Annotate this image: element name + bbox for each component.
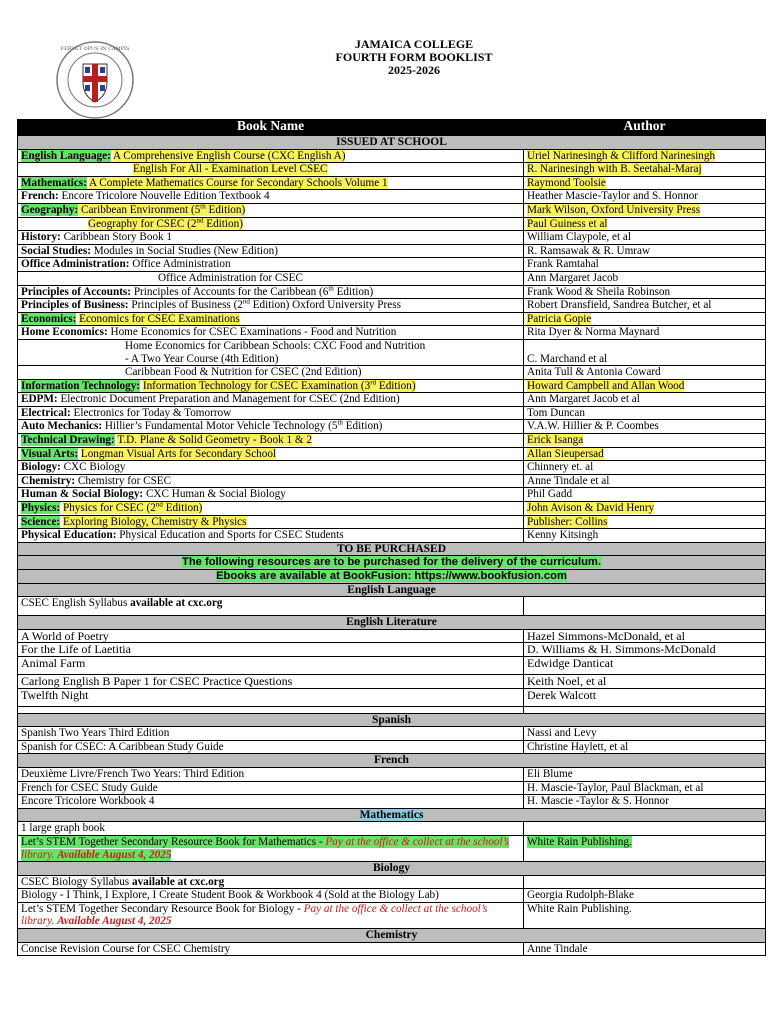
book-author: Eli Blume: [524, 767, 766, 781]
table-row: [18, 312, 766, 326]
book-author: Anita Tull & Antonia Coward: [524, 366, 766, 380]
subject-label: Electrical:: [21, 406, 71, 419]
book-title: Let’s STEM Together Secondary Resource Book for Biology - Pay at the office & collect at the school’s library. Available August 4, 2025: [21, 902, 488, 928]
subject-label: Human & Social Biology:: [21, 488, 144, 501]
table-row: [18, 942, 766, 956]
document-header: [0, 38, 768, 77]
section-issued-at-school: ISSUED AT SCHOOL: [18, 136, 766, 150]
book-author: Chinnery et. al: [524, 461, 766, 475]
book-author: Kenny Kitsingh: [524, 529, 766, 543]
section-biology: Biology: [18, 862, 766, 876]
subject-label: Home Economics:: [21, 326, 108, 339]
document-title: FOURTH FORM BOOKLIST: [335, 50, 493, 64]
table-row: [18, 217, 766, 231]
table-row: [18, 326, 766, 340]
book-title: Twelfth Night: [18, 688, 524, 706]
book-author: John Avison & David Henry: [527, 502, 655, 515]
book-title: A World of Poetry: [18, 629, 524, 643]
book-title: Principles of Business (2nd Edition) Oxford University Press: [131, 297, 401, 312]
school-year: 2025-2026: [388, 63, 440, 77]
book-title: Deuxième Livre/French Two Years: Third Edition: [18, 767, 524, 781]
book-title: Caribbean Story Book 1: [63, 231, 173, 244]
book-title: Home Economics for CSEC Examinations - Food and Nutrition: [110, 326, 397, 339]
table-row: [18, 420, 766, 434]
column-header-book: Book Name: [18, 120, 524, 136]
book-title: Office Administration for CSEC: [18, 271, 524, 285]
book-author: Mark Wilson, Oxford University Press: [527, 203, 701, 216]
book-author: Raymond Toolsie: [527, 176, 606, 189]
subject-label: Auto Mechanics:: [21, 420, 103, 433]
subject-label: Mathematics:: [21, 176, 87, 189]
book-author: White Rain Publishing.: [524, 902, 766, 928]
book-author: H. Mascie -Taylor & S. Honnor: [524, 795, 766, 809]
table-row: [18, 875, 766, 889]
subject-label: Social Studies:: [21, 244, 91, 257]
book-author: Robert Dransfield, Sandrea Butcher, et al: [524, 299, 766, 313]
section-mathematics: Mathematics: [359, 808, 424, 821]
subject-label: Principles of Accounts:: [21, 285, 132, 298]
table-row: [18, 529, 766, 543]
subject-label: Physics:: [21, 502, 61, 515]
table-row: [18, 740, 766, 754]
table-row: [18, 781, 766, 795]
subject-label: Technical Drawing:: [21, 434, 115, 447]
book-title: Principles of Accounts for the Caribbean (6th Edition): [133, 283, 374, 298]
book-author: William Claypole, et al: [524, 231, 766, 245]
book-title: A Comprehensive English Course (CXC English A): [113, 149, 346, 162]
book-author: R. Ramsawak & R. Umraw: [524, 244, 766, 258]
book-title: Physical Education and Sports for CSEC Students: [119, 529, 344, 542]
book-author: Rita Dyer & Norma Maynard: [524, 326, 766, 340]
book-title: Encore Tricolore Nouvelle Edition Textbook 4: [61, 190, 270, 203]
school-name: JAMAICA COLLEGE: [354, 37, 474, 51]
section-chemistry: Chemistry: [18, 929, 766, 943]
subject-label: Information Technology:: [21, 379, 141, 392]
table-row: [18, 643, 766, 657]
book-title: Concise Revision Course for CSEC Chemistry: [18, 942, 524, 956]
section-french: French: [18, 754, 766, 768]
table-row: [18, 474, 766, 488]
book-title: Electronic Document Preparation and Management for CSEC (2nd Edition): [60, 393, 400, 406]
book-author: Uriel Narinesingh & Clifford Narinesingh: [527, 149, 716, 162]
book-author: Edwidge Danticat: [524, 656, 766, 674]
book-title: Let’s STEM Together Secondary Resource Book for Mathematics - Pay at the office & collect at the school’s library. Available August 4, 2025: [21, 835, 510, 861]
book-author: Georgia Rudolph-Blake: [524, 889, 766, 903]
syllabus-text: CSEC Biology Syllabus: [21, 875, 132, 888]
book-title: French for CSEC Study Guide: [18, 781, 524, 795]
section-to-be-purchased: TO BE PURCHASED: [18, 542, 766, 556]
table-row: [18, 597, 766, 616]
book-title: 1 large graph book: [18, 822, 524, 836]
book-title: CXC Human & Social Biology: [145, 488, 286, 501]
book-author: Keith Noel, et al: [524, 674, 766, 688]
table-row: [18, 203, 766, 217]
book-author: Howard Campbell and Allan Wood: [527, 379, 685, 392]
subject-label: French:: [21, 190, 59, 203]
book-title: Information Technology for CSEC Examination (3rd Edition): [142, 377, 416, 392]
table-row: [18, 629, 766, 643]
book-author: Nassi and Levy: [524, 727, 766, 741]
book-author: Hazel Simmons-McDonald, et al: [524, 629, 766, 643]
book-title: Encore Tricolore Workbook 4: [18, 795, 524, 809]
table-row: [18, 406, 766, 420]
book-title: Carlong English B Paper 1 for CSEC Practice Questions: [18, 674, 524, 688]
book-author: Paul Guiness et al: [527, 217, 608, 230]
table-row: [18, 461, 766, 475]
book-title: CXC Biology: [63, 461, 126, 474]
table-row: [18, 149, 766, 163]
book-author: Heather Mascie-Taylor and S. Honnor: [524, 190, 766, 204]
table-row: [18, 795, 766, 809]
subject-label: EDPM:: [21, 393, 58, 406]
column-header-author: Author: [524, 120, 766, 136]
book-title: Modules in Social Studies (New Edition): [93, 244, 279, 257]
book-title: Caribbean Environment (5th Edition): [78, 204, 245, 216]
book-author: Ann Margaret Jacob et al: [524, 393, 766, 407]
book-author: Erick Isanga: [527, 434, 584, 447]
table-row: [18, 244, 766, 258]
syllabus-text: CSEC English Syllabus: [21, 597, 131, 610]
table-row: [18, 163, 766, 177]
table-row: [18, 688, 766, 706]
table-row: [18, 299, 766, 313]
table-row: [18, 488, 766, 502]
book-title: Economics for CSEC Examinations: [79, 312, 240, 325]
table-row: [18, 434, 766, 448]
subject-label: Office Administration:: [21, 258, 130, 271]
book-title: A Complete Mathematics Course for Secondary Schools Volume 1: [89, 176, 388, 189]
section-english-language: English Language: [18, 583, 766, 597]
subject-label: Principles of Business:: [21, 299, 129, 312]
syllabus-link-text: available at cxc.org: [131, 875, 225, 888]
book-author: Anne Tindale et al: [524, 474, 766, 488]
table-row: [18, 515, 766, 529]
book-title: Hillier’s Fundamental Motor Vehicle Technology (5th Edition): [104, 418, 383, 433]
book-title: Physics for CSEC (2nd Edition): [62, 500, 203, 515]
table-row: [18, 393, 766, 407]
subject-label: Science:: [21, 515, 61, 528]
table-row: [18, 674, 766, 688]
table-row: [18, 258, 766, 272]
subject-label: Economics:: [21, 312, 77, 325]
table-row: [18, 502, 766, 516]
book-title: English For All - Examination Level CSEC: [133, 163, 328, 176]
syllabus-link-text: available at cxc.org: [130, 597, 223, 610]
book-title: Spanish Two Years Third Edition: [18, 727, 524, 741]
subject-label: History:: [21, 231, 61, 244]
book-title: Geography for CSEC (2nd Edition): [88, 215, 243, 230]
table-row: [18, 366, 766, 380]
subject-label: English Language:: [21, 149, 111, 162]
book-title: Exploring Biology, Chemistry & Physics: [62, 515, 247, 528]
table-row: [18, 231, 766, 245]
section-spanish: Spanish: [18, 713, 766, 727]
book-author: Anne Tindale: [524, 942, 766, 956]
table-row: [18, 656, 766, 674]
book-title-continued: - A Two Year Course (4th Edition): [125, 352, 279, 365]
book-title: Caribbean Food & Nutrition for CSEC (2nd Edition): [18, 366, 524, 380]
book-author: Phil Gadd: [524, 488, 766, 502]
book-author: Frank Ramtahal: [524, 258, 766, 272]
book-title: T.D. Plane & Solid Geometry - Book 1 & 2: [117, 434, 312, 447]
subject-label: Visual Arts:: [21, 447, 79, 460]
subject-label: Physical Education:: [21, 529, 117, 542]
book-author: White Rain Publishing.: [527, 835, 632, 848]
book-author: H. Mascie-Taylor, Paul Blackman, et al: [524, 781, 766, 795]
book-title: Biology - I Think, I Explore, I Create Student Book & Workbook 4 (Sold at the Biology Lab): [18, 889, 524, 903]
subject-label: Geography:: [21, 203, 79, 216]
table-row: [18, 190, 766, 204]
table-row: [18, 727, 766, 741]
purchase-note: The following resources are to be purchased for the delivery of the curriculum.: [181, 556, 601, 569]
book-title: Electronics for Today & Tomorrow: [73, 406, 232, 419]
subject-label: Chemistry:: [21, 474, 76, 487]
book-author: D. Williams & H. Simmons-McDonald: [524, 643, 766, 657]
table-row: [18, 835, 766, 861]
book-title: Longman Visual Arts for Secondary School: [80, 447, 277, 460]
book-author: Ann Margaret Jacob: [524, 271, 766, 285]
booklist-table: [17, 119, 766, 956]
book-title: Chemistry for CSEC: [77, 474, 172, 487]
table-row: [18, 339, 766, 365]
ebook-note: Ebooks are available at BookFusion: https://www.bookfusion.com: [216, 570, 567, 582]
subject-label: Biology:: [21, 461, 61, 474]
table-row: [18, 447, 766, 461]
table-row: [18, 822, 766, 836]
book-author: Derek Walcott: [524, 688, 766, 706]
table-row: [18, 271, 766, 285]
book-author: Christine Haylett, et al: [524, 740, 766, 754]
table-row: [18, 285, 766, 299]
book-title: Office Administration: [132, 258, 231, 271]
book-title: Animal Farm: [18, 656, 524, 674]
table-row: [18, 767, 766, 781]
book-title: Home Economics for Caribbean Schools: CXC Food and Nutrition: [125, 339, 426, 352]
book-author: Publisher: Collins: [527, 515, 608, 528]
book-author: Tom Duncan: [524, 406, 766, 420]
book-author: V.A.W. Hillier & P. Coombes: [524, 420, 766, 434]
table-row: [18, 902, 766, 928]
table-row: [18, 889, 766, 903]
book-author: Patricia Gopie: [527, 312, 592, 325]
table-row: [18, 379, 766, 393]
book-author: C. Marchand et al: [524, 339, 766, 365]
book-author: R. Narinesingh with B. Seetahal-Maraj: [527, 163, 702, 176]
book-author: Frank Wood & Sheila Robinson: [524, 285, 766, 299]
book-title: Spanish for CSEC: A Caribbean Study Guide: [18, 740, 524, 754]
section-english-literature: English Literature: [18, 616, 766, 630]
table-row: [18, 176, 766, 190]
book-author: Allan Sieupersad: [527, 447, 604, 460]
book-title: For the Life of Laetitia: [18, 643, 524, 657]
crest-motto: FERVET OPUS IN CAMPIS: [60, 46, 130, 52]
